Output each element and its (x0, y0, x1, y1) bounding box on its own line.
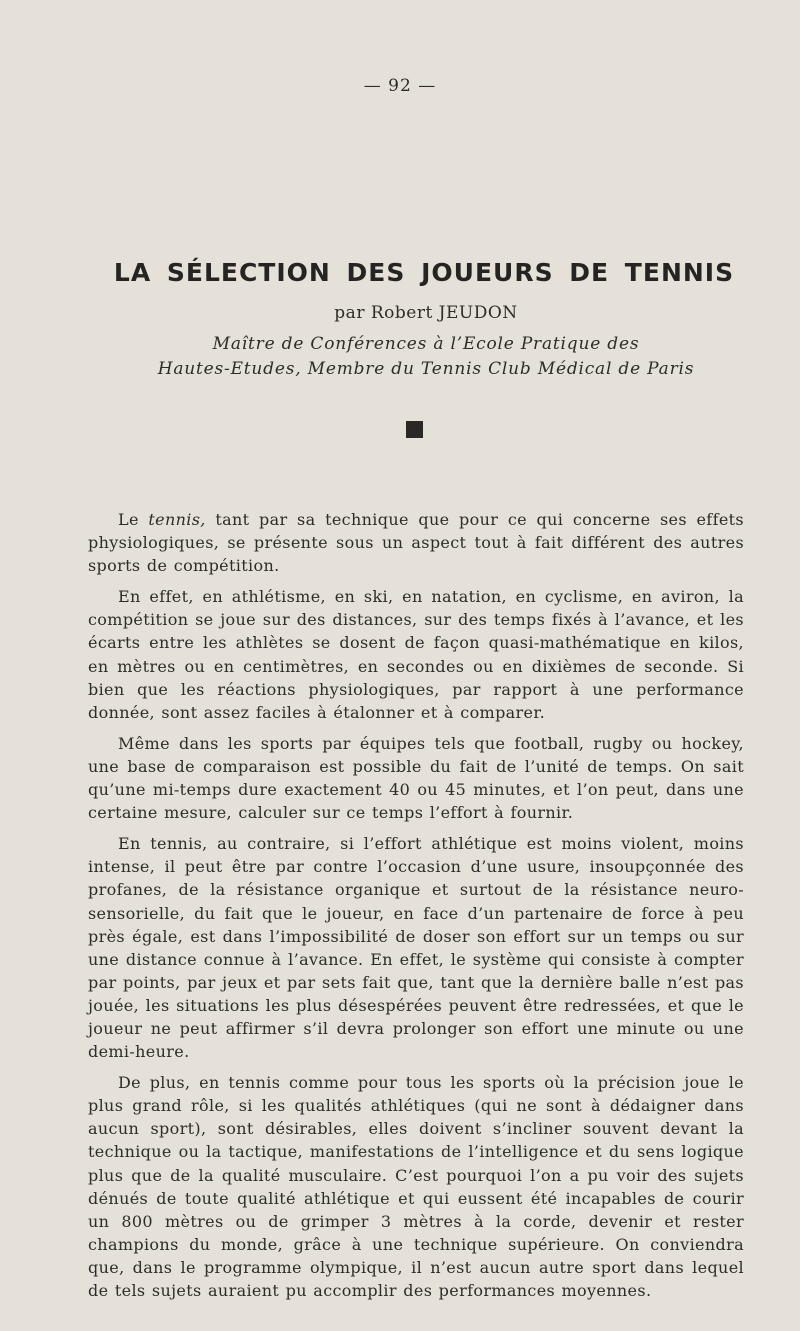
paragraph-1-start: Le (118, 510, 149, 529)
paragraph-4: En tennis, au contraire, si l’effort athlétique est moins violent, moins intense, il peut être par contre l’occasion d’une usure, insoupçonnée des profanes, de la résistance organique et surtout de la résistance neuro-sensorielle, du fait que le joueur, en face d’un partenaire de force à peu près égale, est dans l’impossibilité de doser son effort sur un temps ou sur une distance connue à l’avance. En effet, le système qui consiste à compter par points, par jeux et par sets fait que, tant que la dernière balle n’est pas jouée, les situations les plus désespérées peuvent être redressées, et que le joueur ne peut affirmer s’il devra prolonger son effort une minute ou une demi-heure. (88, 834, 744, 1062)
page-number: — 92 — (363, 76, 437, 96)
paragraph-1-rest: tant par sa technique que pour ce qui concerne ses effets physiologiques, se présente sous un aspect tout à fait différent des autres sports de compétition. (88, 510, 744, 576)
paragraph-1-emphasis: tennis, (148, 510, 206, 529)
paragraph-2: En effet, en athlétisme, en ski, en natation, en cyclisme, en aviron, la compétition se joue sur des distances, sur des temps fixés à l’avance, et les écarts entre les athlètes se dosent de façon quasi-mathématique en kilos, en mètres ou en centimètres, en secondes ou en dixièmes de seconde. Si bien que les réactions physiologiques, par rapport à une performance donnée, sont assez faciles à étalonner et à comparer. (88, 587, 744, 722)
square-ornament-icon (406, 421, 423, 438)
author-byline: par Robert JEUDON (334, 303, 518, 323)
paragraph-1 (88, 508, 744, 577)
paragraph-5: De plus, en tennis comme pour tous les sports où la précision joue le plus grand rôle, si les qualités athlétiques (qui ne sont à dédaigner dans aucun sport), sont désirables, elles doivent s’incliner souvent devant la technique ou la tactique, manifestations de l’intelligence et du sens logique plus que de la qualité musculaire. C’est pourquoi l’on a pu voir des sujets dénués de toute qualité athlétique et qui eussent été incapables de courir un 800 mètres ou de grimper 3 mètres à la corde, devenir et rester champions du monde, grâce à une technique supérieure. On conviendra que, dans le programme olympique, il n’est aucun autre sport dans lequel de tels sujets auraient pu accomplir des performances moyennes. (88, 1073, 744, 1300)
author-affiliation-line-2: Hautes-Etudes, Membre du Tennis Club Médical de Paris (157, 359, 695, 379)
article-body (88, 508, 744, 1310)
paragraph-3: Même dans les sports par équipes tels que football, rugby ou hockey, une base de comparaison est possible du fait de l’unité de temps. On sait qu’une mi-temps dure exactement 40 ou 45 minutes, et l’on peut, dans une certaine mesure, calculer sur ce temps l’effort à fournir. (88, 733, 744, 823)
article-title: LA SÉLECTION DES JOUEURS DE TENNIS (113, 258, 735, 287)
author-affiliation-line-1: Maître de Conférences à l’Ecole Pratique des (212, 334, 640, 354)
